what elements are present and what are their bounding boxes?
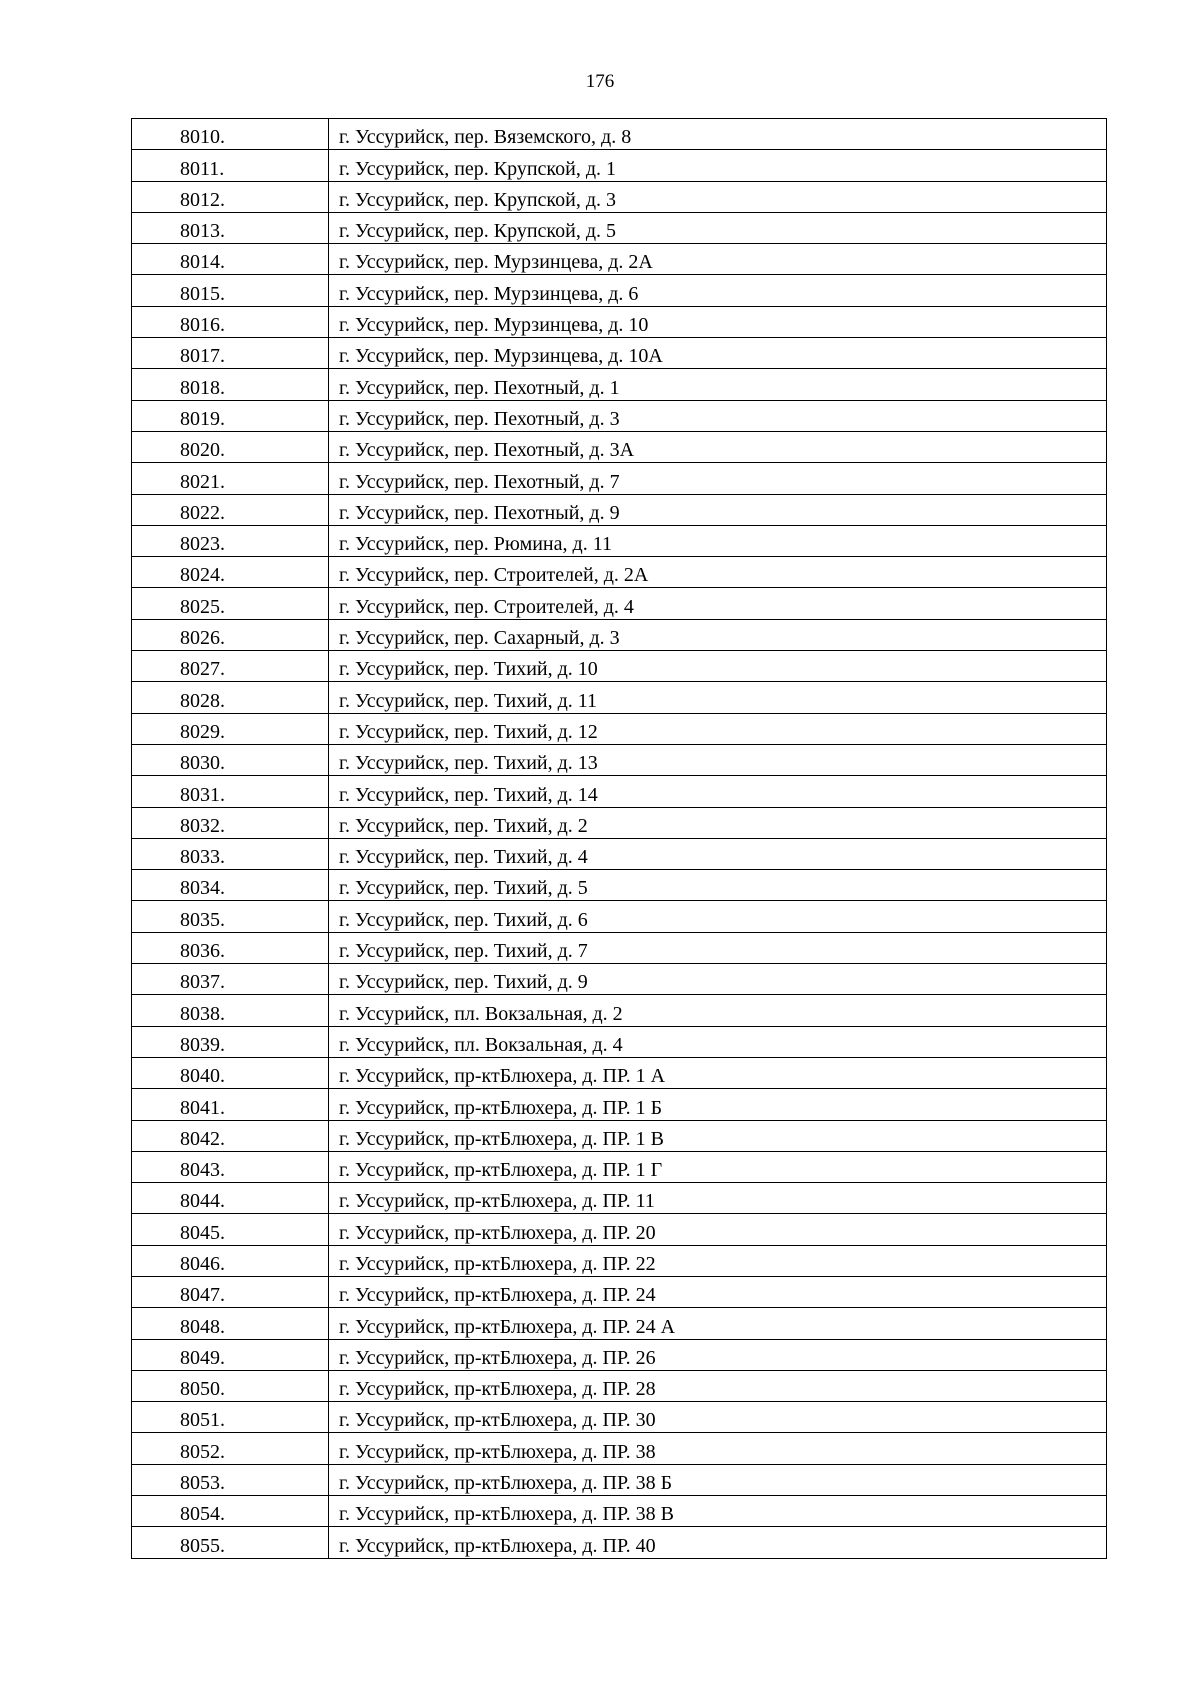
row-number: 8035. xyxy=(180,908,225,931)
row-number: 8033. xyxy=(180,846,225,869)
row-number-cell xyxy=(132,1183,329,1214)
address-cell xyxy=(329,744,1107,775)
address-text: г. Уссурийск, пер. Тихий, д. 9 xyxy=(339,971,588,994)
address-text: г. Уссурийск, пер. Пехотный, д. 1 xyxy=(339,376,620,399)
address-cell xyxy=(329,212,1107,243)
address-text: г. Уссурийск, пр-ктБлюхера, д. ПР. 1 Б xyxy=(339,1096,663,1119)
table-row xyxy=(132,181,1107,212)
table-row xyxy=(132,1214,1107,1245)
row-number: 8045. xyxy=(180,1221,225,1244)
row-number-cell xyxy=(132,1214,329,1245)
address-cell xyxy=(329,1402,1107,1433)
table-row xyxy=(132,870,1107,901)
address-text: г. Уссурийск, пер. Тихий, д. 14 xyxy=(339,783,598,806)
row-number: 8049. xyxy=(180,1346,225,1369)
address-text: г. Уссурийск, пер. Тихий, д. 11 xyxy=(339,689,598,712)
row-number-cell xyxy=(132,1026,329,1057)
table-row xyxy=(132,776,1107,807)
row-number: 8020. xyxy=(180,439,225,462)
address-cell xyxy=(329,244,1107,275)
row-number: 8041. xyxy=(180,1096,225,1119)
row-number-cell xyxy=(132,369,329,400)
row-number: 8029. xyxy=(180,720,225,743)
row-number-cell xyxy=(132,338,329,369)
row-number: 8027. xyxy=(180,658,225,681)
row-number-cell xyxy=(132,744,329,775)
table-row xyxy=(132,901,1107,932)
row-number: 8016. xyxy=(180,314,225,337)
table-row xyxy=(132,651,1107,682)
table-row xyxy=(132,306,1107,337)
table-row xyxy=(132,1245,1107,1276)
row-number: 8030. xyxy=(180,752,225,775)
table-row xyxy=(132,1120,1107,1151)
table-row xyxy=(132,212,1107,243)
address-text: г. Уссурийск, пер. Мурзинцева, д. 10А xyxy=(339,345,663,368)
address-text: г. Уссурийск, пер. Тихий, д. 4 xyxy=(339,846,588,869)
table-row xyxy=(132,557,1107,588)
address-text: г. Уссурийск, пер. Тихий, д. 5 xyxy=(339,877,588,900)
row-number: 8034. xyxy=(180,877,225,900)
address-text: г. Уссурийск, пл. Вокзальная, д. 2 xyxy=(339,1002,623,1025)
address-text: г. Уссурийск, пер. Тихий, д. 10 xyxy=(339,658,598,681)
table-row xyxy=(132,1402,1107,1433)
row-number-cell xyxy=(132,1433,329,1464)
row-number-cell xyxy=(132,964,329,995)
row-number: 8015. xyxy=(180,282,225,305)
row-number: 8053. xyxy=(180,1472,225,1495)
address-cell xyxy=(329,525,1107,556)
address-text: г. Уссурийск, пр-ктБлюхера, д. ПР. 28 xyxy=(339,1378,656,1401)
row-number-cell xyxy=(132,244,329,275)
table-row xyxy=(132,1339,1107,1370)
row-number-cell xyxy=(132,463,329,494)
address-cell xyxy=(329,1464,1107,1495)
address-cell xyxy=(329,1026,1107,1057)
row-number-cell xyxy=(132,1527,329,1558)
table-row xyxy=(132,494,1107,525)
address-cell xyxy=(329,1276,1107,1307)
row-number: 8050. xyxy=(180,1378,225,1401)
address-cell xyxy=(329,1120,1107,1151)
row-number-cell xyxy=(132,181,329,212)
table-row xyxy=(132,1433,1107,1464)
address-text: г. Уссурийск, пр-ктБлюхера, д. ПР. 20 xyxy=(339,1221,656,1244)
row-number: 8022. xyxy=(180,501,225,524)
table-row xyxy=(132,932,1107,963)
table-row xyxy=(132,1308,1107,1339)
address-table-body xyxy=(132,119,1107,1559)
row-number-cell xyxy=(132,776,329,807)
address-text: г. Уссурийск, пр-ктБлюхера, д. ПР. 26 xyxy=(339,1346,656,1369)
table-row xyxy=(132,119,1107,150)
table-row xyxy=(132,807,1107,838)
address-cell xyxy=(329,870,1107,901)
row-number-cell xyxy=(132,619,329,650)
address-cell xyxy=(329,1057,1107,1088)
address-text: г. Уссурийск, пер. Тихий, д. 12 xyxy=(339,720,598,743)
row-number-cell xyxy=(132,901,329,932)
address-text: г. Уссурийск, пр-ктБлюхера, д. ПР. 11 xyxy=(339,1190,655,1213)
address-text: г. Уссурийск, пр-ктБлюхера, д. ПР. 24 А xyxy=(339,1315,676,1338)
row-number-cell xyxy=(132,119,329,150)
row-number-cell xyxy=(132,1496,329,1527)
row-number: 8012. xyxy=(180,188,225,211)
row-number-cell xyxy=(132,932,329,963)
address-text: г. Уссурийск, пр-ктБлюхера, д. ПР. 24 xyxy=(339,1284,656,1307)
address-text: г. Уссурийск, пер. Крупской, д. 1 xyxy=(339,157,617,180)
address-text: г. Уссурийск, пр-ктБлюхера, д. ПР. 1 А xyxy=(339,1065,666,1088)
row-number-cell xyxy=(132,557,329,588)
address-text: г. Уссурийск, пер. Пехотный, д. 9 xyxy=(339,501,620,524)
row-number-cell xyxy=(132,150,329,181)
table-row xyxy=(132,1089,1107,1120)
address-cell xyxy=(329,901,1107,932)
row-number: 8051. xyxy=(180,1409,225,1432)
address-cell xyxy=(329,494,1107,525)
row-number-cell xyxy=(132,212,329,243)
address-cell xyxy=(329,964,1107,995)
row-number-cell xyxy=(132,275,329,306)
address-cell xyxy=(329,1527,1107,1558)
row-number: 8011. xyxy=(180,157,225,180)
address-cell xyxy=(329,619,1107,650)
address-cell xyxy=(329,1496,1107,1527)
row-number-cell xyxy=(132,1120,329,1151)
row-number-cell xyxy=(132,1339,329,1370)
row-number: 8023. xyxy=(180,533,225,556)
address-cell xyxy=(329,1089,1107,1120)
address-text: г. Уссурийск, пр-ктБлюхера, д. ПР. 38 В xyxy=(339,1503,674,1526)
row-number: 8043. xyxy=(180,1159,225,1182)
table-row xyxy=(132,1183,1107,1214)
address-cell xyxy=(329,1214,1107,1245)
address-cell xyxy=(329,651,1107,682)
address-text: г. Уссурийск, пер. Сахарный, д. 3 xyxy=(339,627,620,650)
address-text: г. Уссурийск, пер. Тихий, д. 2 xyxy=(339,814,588,837)
row-number: 8039. xyxy=(180,1033,225,1056)
row-number-cell xyxy=(132,682,329,713)
address-text: г. Уссурийск, пер. Вяземского, д. 8 xyxy=(339,126,632,149)
address-text: г. Уссурийск, пр-ктБлюхера, д. ПР. 38 xyxy=(339,1440,656,1463)
address-cell xyxy=(329,1308,1107,1339)
table-row xyxy=(132,400,1107,431)
address-cell xyxy=(329,400,1107,431)
row-number: 8044. xyxy=(180,1190,225,1213)
table-row xyxy=(132,1276,1107,1307)
address-cell xyxy=(329,369,1107,400)
row-number: 8026. xyxy=(180,627,225,650)
address-cell xyxy=(329,1183,1107,1214)
address-text: г. Уссурийск, пер. Тихий, д. 13 xyxy=(339,752,598,775)
address-text: г. Уссурийск, пр-ктБлюхера, д. ПР. 30 xyxy=(339,1409,656,1432)
address-text: г. Уссурийск, пл. Вокзальная, д. 4 xyxy=(339,1033,623,1056)
row-number-cell xyxy=(132,713,329,744)
address-cell xyxy=(329,338,1107,369)
row-number-cell xyxy=(132,525,329,556)
address-table xyxy=(131,118,1107,1559)
row-number: 8042. xyxy=(180,1127,225,1150)
row-number-cell xyxy=(132,1308,329,1339)
address-cell xyxy=(329,1370,1107,1401)
row-number-cell xyxy=(132,494,329,525)
table-row xyxy=(132,588,1107,619)
row-number-cell xyxy=(132,1151,329,1182)
address-cell xyxy=(329,932,1107,963)
table-row xyxy=(132,1151,1107,1182)
table-row xyxy=(132,1026,1107,1057)
address-text: г. Уссурийск, пр-ктБлюхера, д. ПР. 1 Г xyxy=(339,1159,663,1182)
address-text: г. Уссурийск, пер. Тихий, д. 7 xyxy=(339,940,588,963)
address-text: г. Уссурийск, пер. Крупской, д. 5 xyxy=(339,220,617,243)
row-number-cell xyxy=(132,1276,329,1307)
row-number: 8047. xyxy=(180,1284,225,1307)
address-text: г. Уссурийск, пер. Строителей, д. 2А xyxy=(339,564,649,587)
address-cell xyxy=(329,1245,1107,1276)
row-number: 8031. xyxy=(180,783,225,806)
row-number-cell xyxy=(132,651,329,682)
address-cell xyxy=(329,1151,1107,1182)
address-text: г. Уссурийск, пер. Пехотный, д. 3 xyxy=(339,407,620,430)
address-cell xyxy=(329,776,1107,807)
table-row xyxy=(132,463,1107,494)
address-text: г. Уссурийск, пер. Мурзинцева, д. 10 xyxy=(339,314,649,337)
row-number: 8028. xyxy=(180,689,225,712)
row-number: 8017. xyxy=(180,345,225,368)
table-row xyxy=(132,431,1107,462)
table-row xyxy=(132,1464,1107,1495)
address-cell xyxy=(329,463,1107,494)
table-row xyxy=(132,838,1107,869)
row-number: 8054. xyxy=(180,1503,225,1526)
row-number: 8048. xyxy=(180,1315,225,1338)
table-row xyxy=(132,1370,1107,1401)
page-number: 176 xyxy=(585,71,615,92)
table-row xyxy=(132,682,1107,713)
address-cell xyxy=(329,181,1107,212)
address-cell xyxy=(329,431,1107,462)
row-number: 8025. xyxy=(180,595,225,618)
address-cell xyxy=(329,995,1107,1026)
address-cell xyxy=(329,119,1107,150)
row-number: 8055. xyxy=(180,1534,225,1557)
row-number: 8019. xyxy=(180,407,225,430)
row-number-cell xyxy=(132,1402,329,1433)
address-cell xyxy=(329,306,1107,337)
address-cell xyxy=(329,557,1107,588)
address-text: г. Уссурийск, пер. Крупской, д. 3 xyxy=(339,188,617,211)
row-number-cell xyxy=(132,1089,329,1120)
row-number: 8018. xyxy=(180,376,225,399)
table-row xyxy=(132,244,1107,275)
address-cell xyxy=(329,838,1107,869)
row-number: 8010. xyxy=(180,126,225,149)
row-number-cell xyxy=(132,1464,329,1495)
table-row xyxy=(132,1057,1107,1088)
row-number: 8052. xyxy=(180,1440,225,1463)
address-cell xyxy=(329,682,1107,713)
row-number: 8036. xyxy=(180,940,225,963)
table-row xyxy=(132,713,1107,744)
row-number-cell xyxy=(132,1057,329,1088)
address-cell xyxy=(329,588,1107,619)
row-number-cell xyxy=(132,995,329,1026)
table-row xyxy=(132,338,1107,369)
row-number: 8038. xyxy=(180,1002,225,1025)
address-text: г. Уссурийск, пер. Пехотный, д. 3А xyxy=(339,439,635,462)
row-number-cell xyxy=(132,400,329,431)
row-number-cell xyxy=(132,306,329,337)
address-cell xyxy=(329,275,1107,306)
row-number-cell xyxy=(132,431,329,462)
row-number-cell xyxy=(132,1370,329,1401)
row-number-cell xyxy=(132,870,329,901)
row-number-cell xyxy=(132,838,329,869)
row-number: 8040. xyxy=(180,1065,225,1088)
row-number: 8014. xyxy=(180,251,225,274)
address-cell xyxy=(329,713,1107,744)
row-number-cell xyxy=(132,588,329,619)
row-number: 8024. xyxy=(180,564,225,587)
table-row xyxy=(132,1496,1107,1527)
table-row xyxy=(132,369,1107,400)
row-number: 8046. xyxy=(180,1252,225,1275)
address-text: г. Уссурийск, пр-ктБлюхера, д. ПР. 22 xyxy=(339,1252,656,1275)
address-text: г. Уссурийск, пер. Строителей, д. 4 xyxy=(339,595,634,618)
table-row xyxy=(132,995,1107,1026)
row-number: 8021. xyxy=(180,470,225,493)
address-cell xyxy=(329,150,1107,181)
table-row xyxy=(132,525,1107,556)
address-cell xyxy=(329,807,1107,838)
address-text: г. Уссурийск, пр-ктБлюхера, д. ПР. 38 Б xyxy=(339,1472,673,1495)
row-number: 8032. xyxy=(180,814,225,837)
row-number-cell xyxy=(132,807,329,838)
row-number-cell xyxy=(132,1245,329,1276)
address-text: г. Уссурийск, пр-ктБлюхера, д. ПР. 40 xyxy=(339,1534,656,1557)
address-cell xyxy=(329,1339,1107,1370)
row-number: 8013. xyxy=(180,220,225,243)
table-row xyxy=(132,619,1107,650)
address-text: г. Уссурийск, пер. Пехотный, д. 7 xyxy=(339,470,620,493)
table-row xyxy=(132,744,1107,775)
address-cell xyxy=(329,1433,1107,1464)
address-text: г. Уссурийск, пер. Мурзинцева, д. 6 xyxy=(339,282,639,305)
table-row xyxy=(132,275,1107,306)
address-text: г. Уссурийск, пер. Тихий, д. 6 xyxy=(339,908,588,931)
address-text: г. Уссурийск, пер. Рюмина, д. 11 xyxy=(339,533,612,556)
address-text: г. Уссурийск, пр-ктБлюхера, д. ПР. 1 В xyxy=(339,1127,664,1150)
table-row xyxy=(132,964,1107,995)
row-number: 8037. xyxy=(180,971,225,994)
address-text: г. Уссурийск, пер. Мурзинцева, д. 2А xyxy=(339,251,653,274)
table-row xyxy=(132,1527,1107,1558)
table-row xyxy=(132,150,1107,181)
